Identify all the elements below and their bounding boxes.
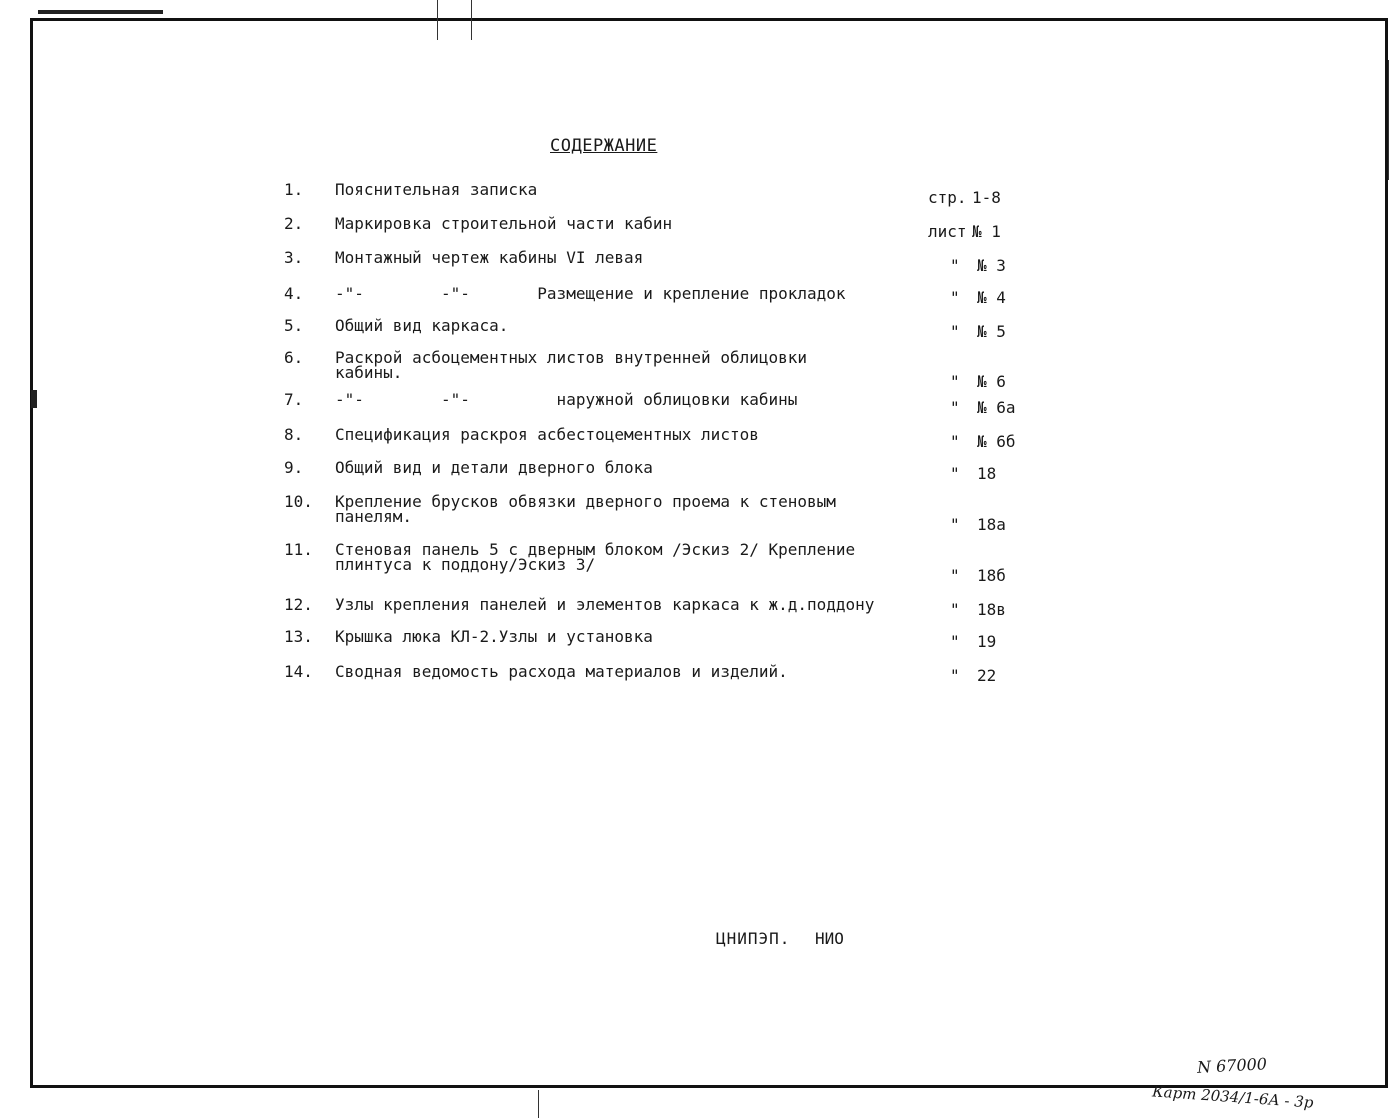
item-number: 3. xyxy=(284,248,304,267)
item-description-cont: кабины. xyxy=(335,363,403,382)
item-number: 10. xyxy=(284,492,313,511)
archive-number: Карт 2034/1-6А - 3р xyxy=(1151,1082,1315,1112)
item-sheet-ref: № 1 xyxy=(972,222,1001,241)
item-sheet-ref: 22 xyxy=(977,666,997,685)
item-description: Крышка люка КЛ-2.Узлы и установка xyxy=(335,627,653,646)
item-number: 7. xyxy=(284,390,304,409)
item-ref-prefix: стр. xyxy=(928,188,967,207)
item-sheet-ref: 18в xyxy=(977,600,1006,619)
item-number: 2. xyxy=(284,214,304,233)
item-sheet-ref: № 6 xyxy=(977,372,1006,391)
item-ref-prefix: " xyxy=(950,566,960,585)
item-sheet-ref: 18б xyxy=(977,566,1006,585)
scan-mark xyxy=(1388,60,1389,180)
item-ref-prefix: " xyxy=(950,432,960,451)
item-ref-prefix: " xyxy=(950,600,960,619)
item-number: 5. xyxy=(284,316,304,335)
item-description: Монтажный чертеж кабины VI левая xyxy=(335,248,644,267)
inventory-number: N 67000 xyxy=(1196,1054,1268,1077)
item-number: 1. xyxy=(284,180,304,199)
item-sheet-ref: № 6б xyxy=(977,432,1016,451)
item-sheet-ref: № 5 xyxy=(977,322,1006,341)
item-number: 9. xyxy=(284,458,304,477)
frame-top-stub xyxy=(38,10,163,14)
item-description: Спецификация раскроя асбестоцементных листов xyxy=(335,425,759,444)
item-number: 13. xyxy=(284,627,313,646)
item-description: Пояснительная записка xyxy=(335,180,538,199)
binding-mark xyxy=(31,390,37,408)
item-ref-prefix: " xyxy=(950,372,960,391)
item-sheet-ref: 19 xyxy=(977,632,997,651)
scan-mark xyxy=(538,1090,539,1118)
item-number: 4. xyxy=(284,284,304,303)
item-sheet-ref: № 4 xyxy=(977,288,1006,307)
item-sheet-ref: 18 xyxy=(977,464,997,483)
item-number: 12. xyxy=(284,595,313,614)
item-sheet-ref: 18а xyxy=(977,515,1006,534)
item-ref-prefix: " xyxy=(950,666,960,685)
item-description: -"- -"- наружной облицовки кабины xyxy=(335,390,798,409)
item-ref-prefix: " xyxy=(950,322,960,341)
footer-org: ЦНИПЭП. xyxy=(716,929,791,948)
item-number: 14. xyxy=(284,662,313,681)
item-description: Общий вид каркаса. xyxy=(335,316,509,335)
item-description: Крепление брусков обвязки дверного проема к стеновым xyxy=(335,492,836,511)
item-description-cont: плинтуса к поддону/Эскиз 3/ xyxy=(335,555,596,574)
item-number: 6. xyxy=(284,348,304,367)
scan-mark xyxy=(437,0,438,40)
item-description-cont: панелям. xyxy=(335,507,413,526)
item-ref-prefix: " xyxy=(950,398,960,417)
item-ref-prefix: " xyxy=(950,288,960,307)
item-description: -"- -"- Размещение и крепление прокладок xyxy=(335,284,846,303)
scan-mark xyxy=(471,0,472,40)
footer-code: НИО xyxy=(815,929,844,948)
item-ref-prefix: " xyxy=(950,632,960,651)
item-ref-prefix: " xyxy=(950,256,960,275)
item-description: Маркировка строительной части кабин xyxy=(335,214,673,233)
item-description: Сводная ведомость расхода материалов и изделий. xyxy=(335,662,788,681)
item-ref-prefix: " xyxy=(950,464,960,483)
item-sheet-ref: 1-8 xyxy=(972,188,1001,207)
item-description: Стеновая панель 5 с дверным блоком /Эскиз 2/ Крепление xyxy=(335,540,856,559)
item-ref-prefix: " xyxy=(950,515,960,534)
item-description: Общий вид и детали дверного блока xyxy=(335,458,653,477)
page-title: СОДЕРЖАНИЕ xyxy=(550,136,658,156)
item-sheet-ref: № 3 xyxy=(977,256,1006,275)
item-description: Раскрой асбоцементных листов внутренней облицовки xyxy=(335,348,808,367)
item-ref-prefix: лист xyxy=(928,222,967,241)
item-description: Узлы крепления панелей и элементов каркаса к ж.д.поддону xyxy=(335,595,875,614)
item-sheet-ref: № 6а xyxy=(977,398,1016,417)
item-number: 11. xyxy=(284,540,313,559)
item-number: 8. xyxy=(284,425,304,444)
